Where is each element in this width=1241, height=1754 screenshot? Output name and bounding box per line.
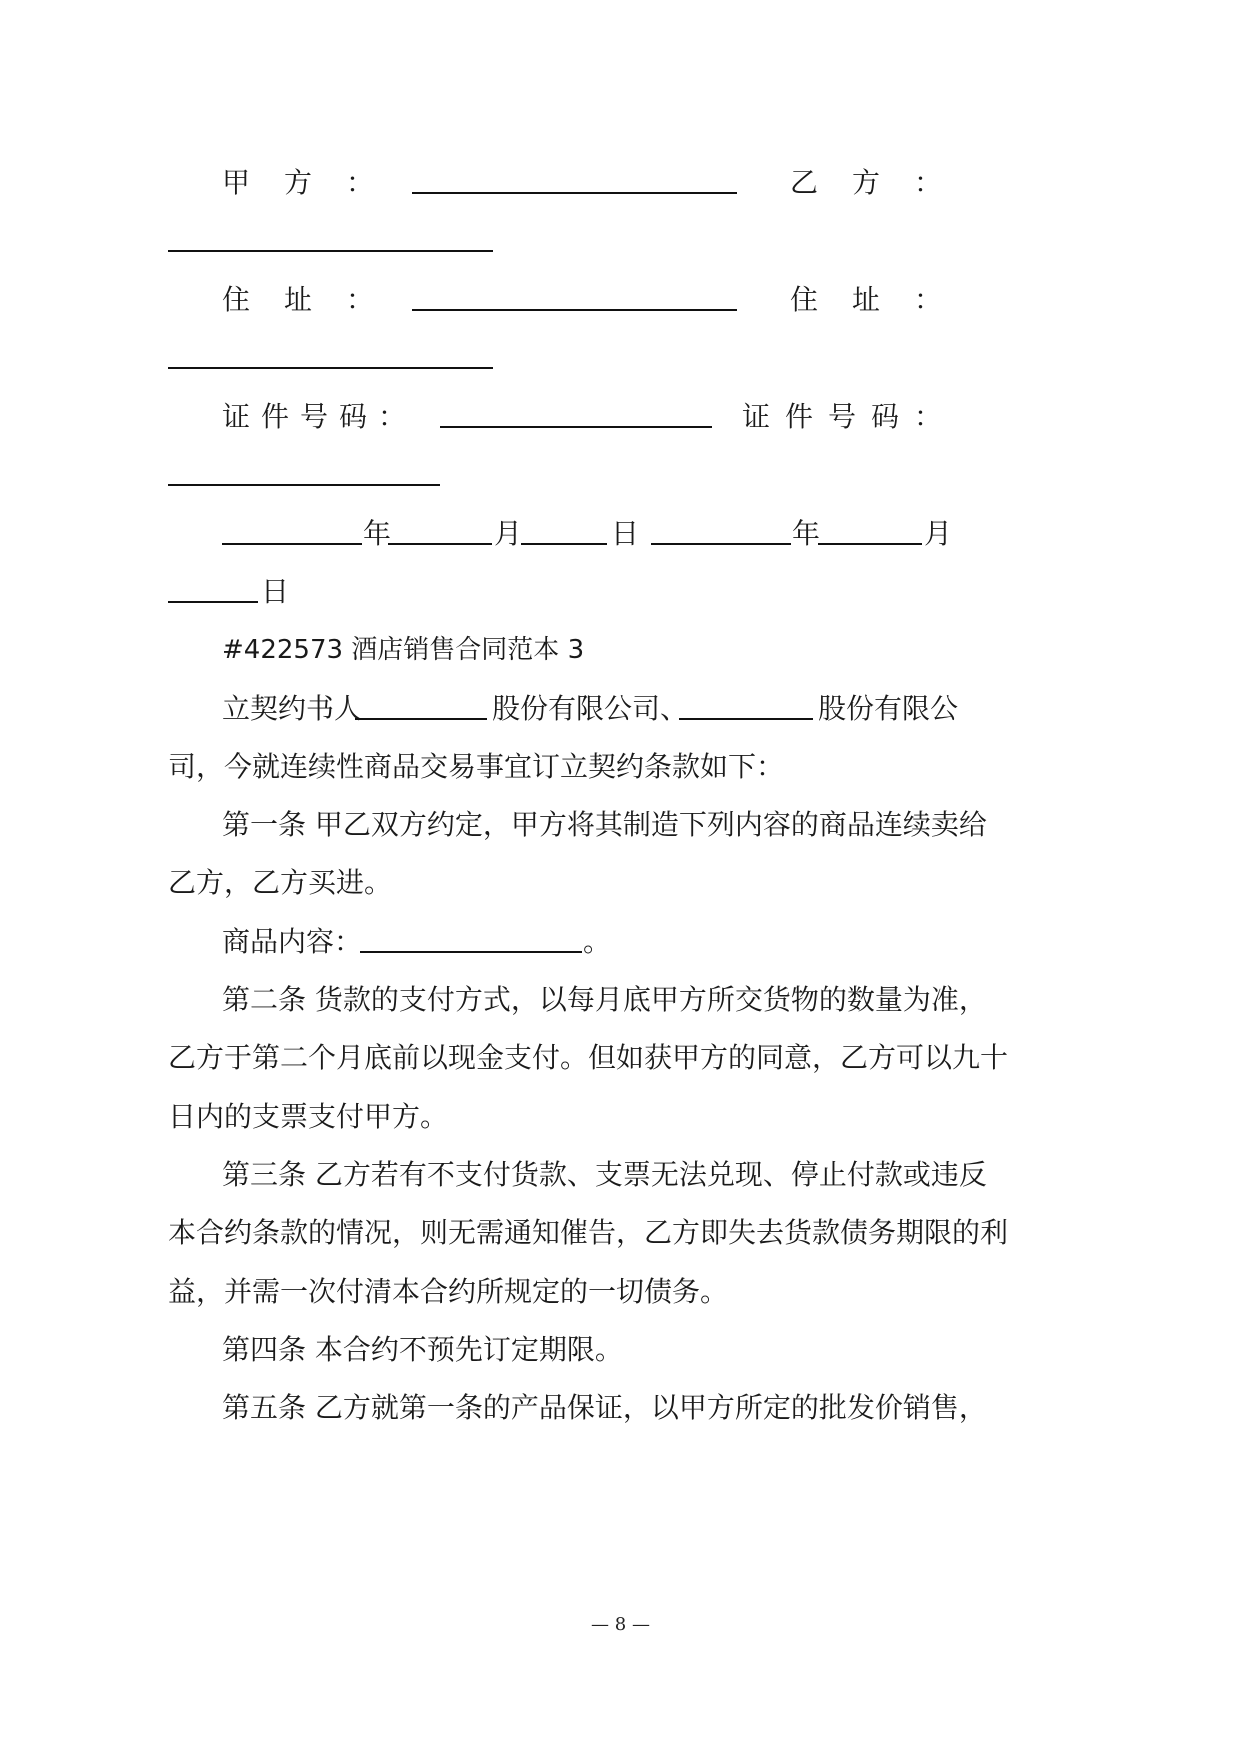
date-b-month-label: 月 bbox=[924, 517, 953, 550]
company-b-blank[interactable] bbox=[679, 718, 813, 720]
page-number: — 8 — bbox=[591, 1614, 650, 1635]
article-2-text-cont: 乙方于第二个月底前以现金支付。但如获甲方的同意，乙方可以九十 bbox=[168, 1041, 1009, 1074]
id-b-blank-row bbox=[0, 450, 1241, 500]
address-b-blank-row bbox=[0, 333, 1241, 383]
date-a-day-label: 日 bbox=[611, 517, 640, 550]
company-a-suffix: 股份有限公司、 bbox=[492, 692, 689, 725]
address-a-blank[interactable] bbox=[412, 309, 737, 311]
address-a-label: 住 址 ： bbox=[222, 283, 374, 316]
id-b-blank[interactable] bbox=[168, 484, 440, 486]
date-b-year-blank[interactable] bbox=[651, 543, 791, 545]
article-2-text: 第二条 货款的支付方式，以每月底甲方所交货物的数量为准， bbox=[222, 983, 987, 1016]
goods-end: 。 bbox=[583, 925, 612, 958]
id-a-label: 证 件 号 码 ： bbox=[222, 400, 406, 433]
party-b-blank[interactable] bbox=[168, 250, 493, 252]
paragraph-line bbox=[0, 1092, 1241, 1142]
date-a-year-label: 年 bbox=[363, 517, 392, 550]
paragraph-text: 司，今就连续性商品交易事宜订立契约条款如下： bbox=[168, 750, 785, 783]
party-row bbox=[0, 158, 1241, 208]
date-b-month-blank[interactable] bbox=[818, 543, 922, 545]
date-row bbox=[0, 509, 1241, 559]
section-heading-row bbox=[0, 625, 1241, 675]
date-b-day-row bbox=[0, 567, 1241, 617]
paragraph-line bbox=[0, 1033, 1241, 1083]
article-3-text-end: 益，并需一次付清本合约所规定的一切债务。 bbox=[168, 1275, 729, 1308]
paragraph-line bbox=[0, 1150, 1241, 1200]
id-row bbox=[0, 392, 1241, 442]
article-3-text-cont: 本合约条款的情况，则无需通知催告，乙方即失去货款债务期限的利 bbox=[168, 1216, 1009, 1249]
paragraph-line bbox=[0, 1325, 1241, 1375]
goods-row bbox=[0, 917, 1241, 967]
article-1-text: 第一条 甲乙双方约定，甲方将其制造下列内容的商品连续卖给 bbox=[222, 808, 987, 841]
date-b-day-blank[interactable] bbox=[168, 601, 258, 603]
date-b-year-label: 年 bbox=[792, 517, 821, 550]
party-b-label: 乙 方 ： bbox=[790, 166, 942, 199]
address-b-label: 住 址 ： bbox=[790, 283, 942, 316]
article-2-text-end: 日内的支票支付甲方。 bbox=[168, 1100, 449, 1133]
id-b-label: 证 件 号 码 ： bbox=[742, 400, 942, 433]
paragraph-line bbox=[0, 1208, 1241, 1258]
address-row bbox=[0, 275, 1241, 325]
paragraph-line bbox=[0, 742, 1241, 792]
section-heading: #422573 酒店销售合同范本 3 bbox=[222, 635, 585, 665]
id-a-blank[interactable] bbox=[440, 426, 712, 428]
address-b-blank[interactable] bbox=[168, 367, 493, 369]
paragraph-line bbox=[0, 975, 1241, 1025]
contract-party-intro: 立契约书人 bbox=[222, 692, 363, 725]
goods-label: 商品内容： bbox=[222, 925, 363, 958]
date-a-day-blank[interactable] bbox=[521, 543, 607, 545]
company-a-blank[interactable] bbox=[355, 718, 487, 720]
date-a-month-blank[interactable] bbox=[388, 543, 492, 545]
date-b-day-label: 日 bbox=[261, 575, 290, 608]
party-b-blank-row bbox=[0, 216, 1241, 266]
article-5-text: 第五条 乙方就第一条的产品保证，以甲方所定的批发价销售， bbox=[222, 1391, 987, 1424]
goods-blank[interactable] bbox=[360, 951, 582, 953]
date-a-month-label: 月 bbox=[494, 517, 523, 550]
paragraph-line bbox=[0, 1383, 1241, 1433]
paragraph-line bbox=[0, 800, 1241, 850]
party-a-label: 甲 方 ： bbox=[222, 166, 374, 199]
party-a-blank[interactable] bbox=[412, 192, 737, 194]
article-1-text-cont: 乙方，乙方买进。 bbox=[168, 866, 393, 899]
article-3-text: 第三条 乙方若有不支付货款、支票无法兑现、停止付款或违反 bbox=[222, 1158, 987, 1191]
paragraph-line bbox=[0, 1267, 1241, 1317]
article-4-text: 第四条 本合约不预先订定期限。 bbox=[222, 1333, 623, 1366]
company-b-suffix: 股份有限公 bbox=[818, 692, 959, 725]
paragraph-line bbox=[0, 684, 1241, 734]
date-a-year-blank[interactable] bbox=[222, 543, 362, 545]
paragraph-line bbox=[0, 858, 1241, 908]
